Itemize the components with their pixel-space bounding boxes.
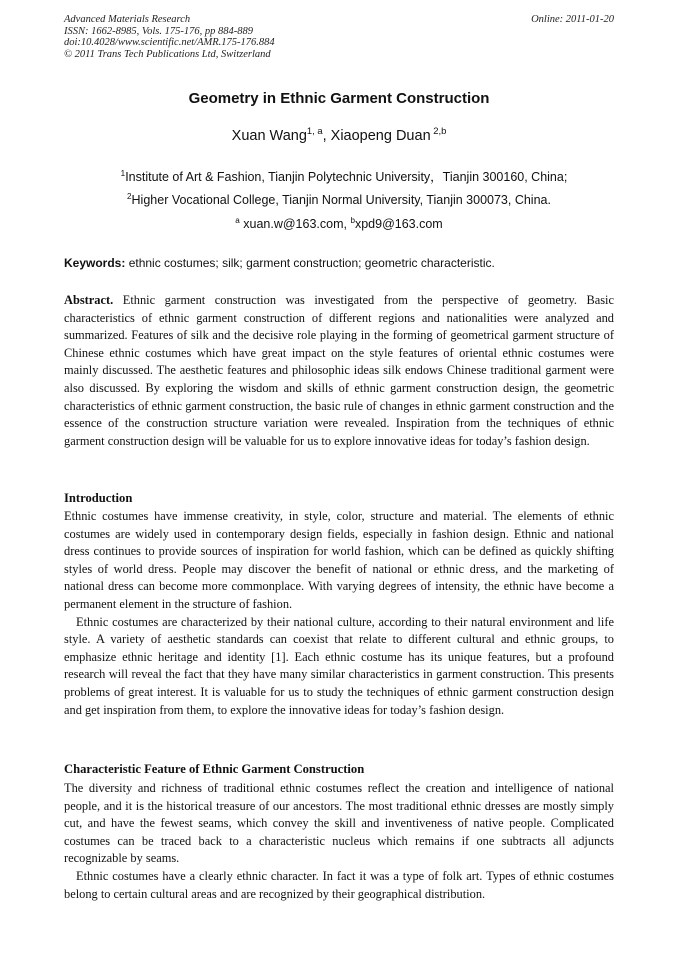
characteristic-paragraph-2: Ethnic costumes have a clearly ethnic character. In fact it was a type of folk art. Types of ethnic costumes belong to certain cultural areas and are recognized by their geographical distribution. <box>64 868 614 901</box>
characteristic-paragraph-1: The diversity and richness of traditional ethnic costumes reflect the creation and intelligence of national people, and it is the historical treasure of our ancestors. The most traditional ethnic dresses are mostly simply cut, and have the fewest seams, which convey the skill and inventiveness of native people. Complicated costumes can be traced back to a characteristic nucleus which remains if one subtracts all adjuncts recognizable by seams. <box>64 781 614 866</box>
abstract-label: Abstract. <box>64 293 114 307</box>
affiliation-2-text: Higher Vocational College, Tianjin Normal University, Tianjin 300073, China. <box>131 193 551 207</box>
author-1-affiliation: 1, a <box>306 125 323 137</box>
introduction-paragraph-2: Ethnic costumes are characterized by their national culture, according to their natural environment and life style. A variety of aesthetic standards can coexist that relate to different cultural and ethnic groups, to emphasize ethnic heritage and identity [1]. Each ethnic costume has its unique features, but a profound research will reveal the fact that they have many similar characteristics in garment construction. This presents problems of great interest. It is valuable for us to study the techniques of ethnic garment construction design and get inspiration from them, to explore the innovative ideas for today’s fashion design. <box>64 614 614 717</box>
abstract-text: Ethnic garment construction was investigated from the perspective of geometry. Basic characteristics of ethnic garment construction of different regions and nationalities were analyzed and summarized. Features of silk and the decisive role playing in the forming of geometrical garment structure of Chinese ethnic costumes which have great impact on the style features of oriental ethnic costumes were mainly discussed. The aesthetic features and philosophic ideas silk endows Chinese traditional garment were also discussed. By exploring the wisdom and skills of ethnic garment construction design, the geometric characteristics of ethnic garment construction, the basic rule of changes in ethnic garment construction and the essence of the construction structure variation were revealed. Inspiration from the techniques of ethnic garment construction design will be valuable for us to explore innovative ideas for today’s fashion design. <box>64 293 614 448</box>
affiliation-1-mark: 1 <box>120 168 126 178</box>
author-emails <box>0 217 678 231</box>
email-b-mark: b <box>350 215 355 225</box>
keywords <box>64 256 495 270</box>
abstract-paragraph <box>64 292 614 450</box>
journal-name: Advanced Materials Research <box>64 14 191 25</box>
author-2: Xiaopeng Duan <box>330 128 431 144</box>
email-b: xpd9@163.com <box>354 217 443 231</box>
issn-line: ISSN: 1662-8985, Vols. 175-176, pp 884-889 <box>64 25 253 37</box>
author-separator: , <box>322 128 331 144</box>
characteristic-heading: Characteristic Feature of Ethnic Garment Construction <box>64 762 365 776</box>
keywords-label: Keywords: <box>64 256 126 270</box>
journal-header <box>64 14 275 60</box>
online-date: Online: 2011-01-20 <box>531 14 614 25</box>
characteristic-section <box>64 780 614 903</box>
affiliation-2 <box>0 193 678 207</box>
affiliation-2-mark: 2 <box>127 191 132 201</box>
introduction-paragraph-1: Ethnic costumes have immense creativity, in style, color, structure and material. The elements of ethnic costumes are widely used in contemporary design fields, especially in fashion design. Ethnic and national dress continues to provide sources of inspiration for world fashion, which can be defined as quickly shifting styles of world dress. People may discover the benefit of national or ethnic dress, and the marketing of national dress can become more commonplace. With varying degrees of intensity, the ethnic have become a permanent element in the structure of fashion. <box>64 509 614 611</box>
paper-title: Geometry in Ethnic Garment Construction <box>188 90 490 107</box>
abstract <box>64 292 614 450</box>
doi-line: doi:10.4028/www.scientific.net/AMR.175-176.884 <box>64 37 275 48</box>
author-2-affiliation: 2,b <box>430 125 447 137</box>
introduction-section <box>64 508 614 719</box>
author-1: Xuan Wang <box>231 128 307 144</box>
email-a-mark: a <box>235 215 240 225</box>
keywords-text: ethnic costumes; silk; garment construction; geometric characteristic. <box>125 256 495 270</box>
affiliation-1-text: Institute of Art & Fashion, Tianjin Polytechnic University，Tianjin 300160, China; <box>125 170 568 184</box>
authors <box>0 125 678 144</box>
email-a: xuan.w@163.com, <box>239 217 351 231</box>
copyright-line: © 2011 Trans Tech Publications Ltd, Switzerland <box>64 48 271 60</box>
introduction-heading: Introduction <box>64 491 133 505</box>
affiliation-1 <box>10 167 678 185</box>
